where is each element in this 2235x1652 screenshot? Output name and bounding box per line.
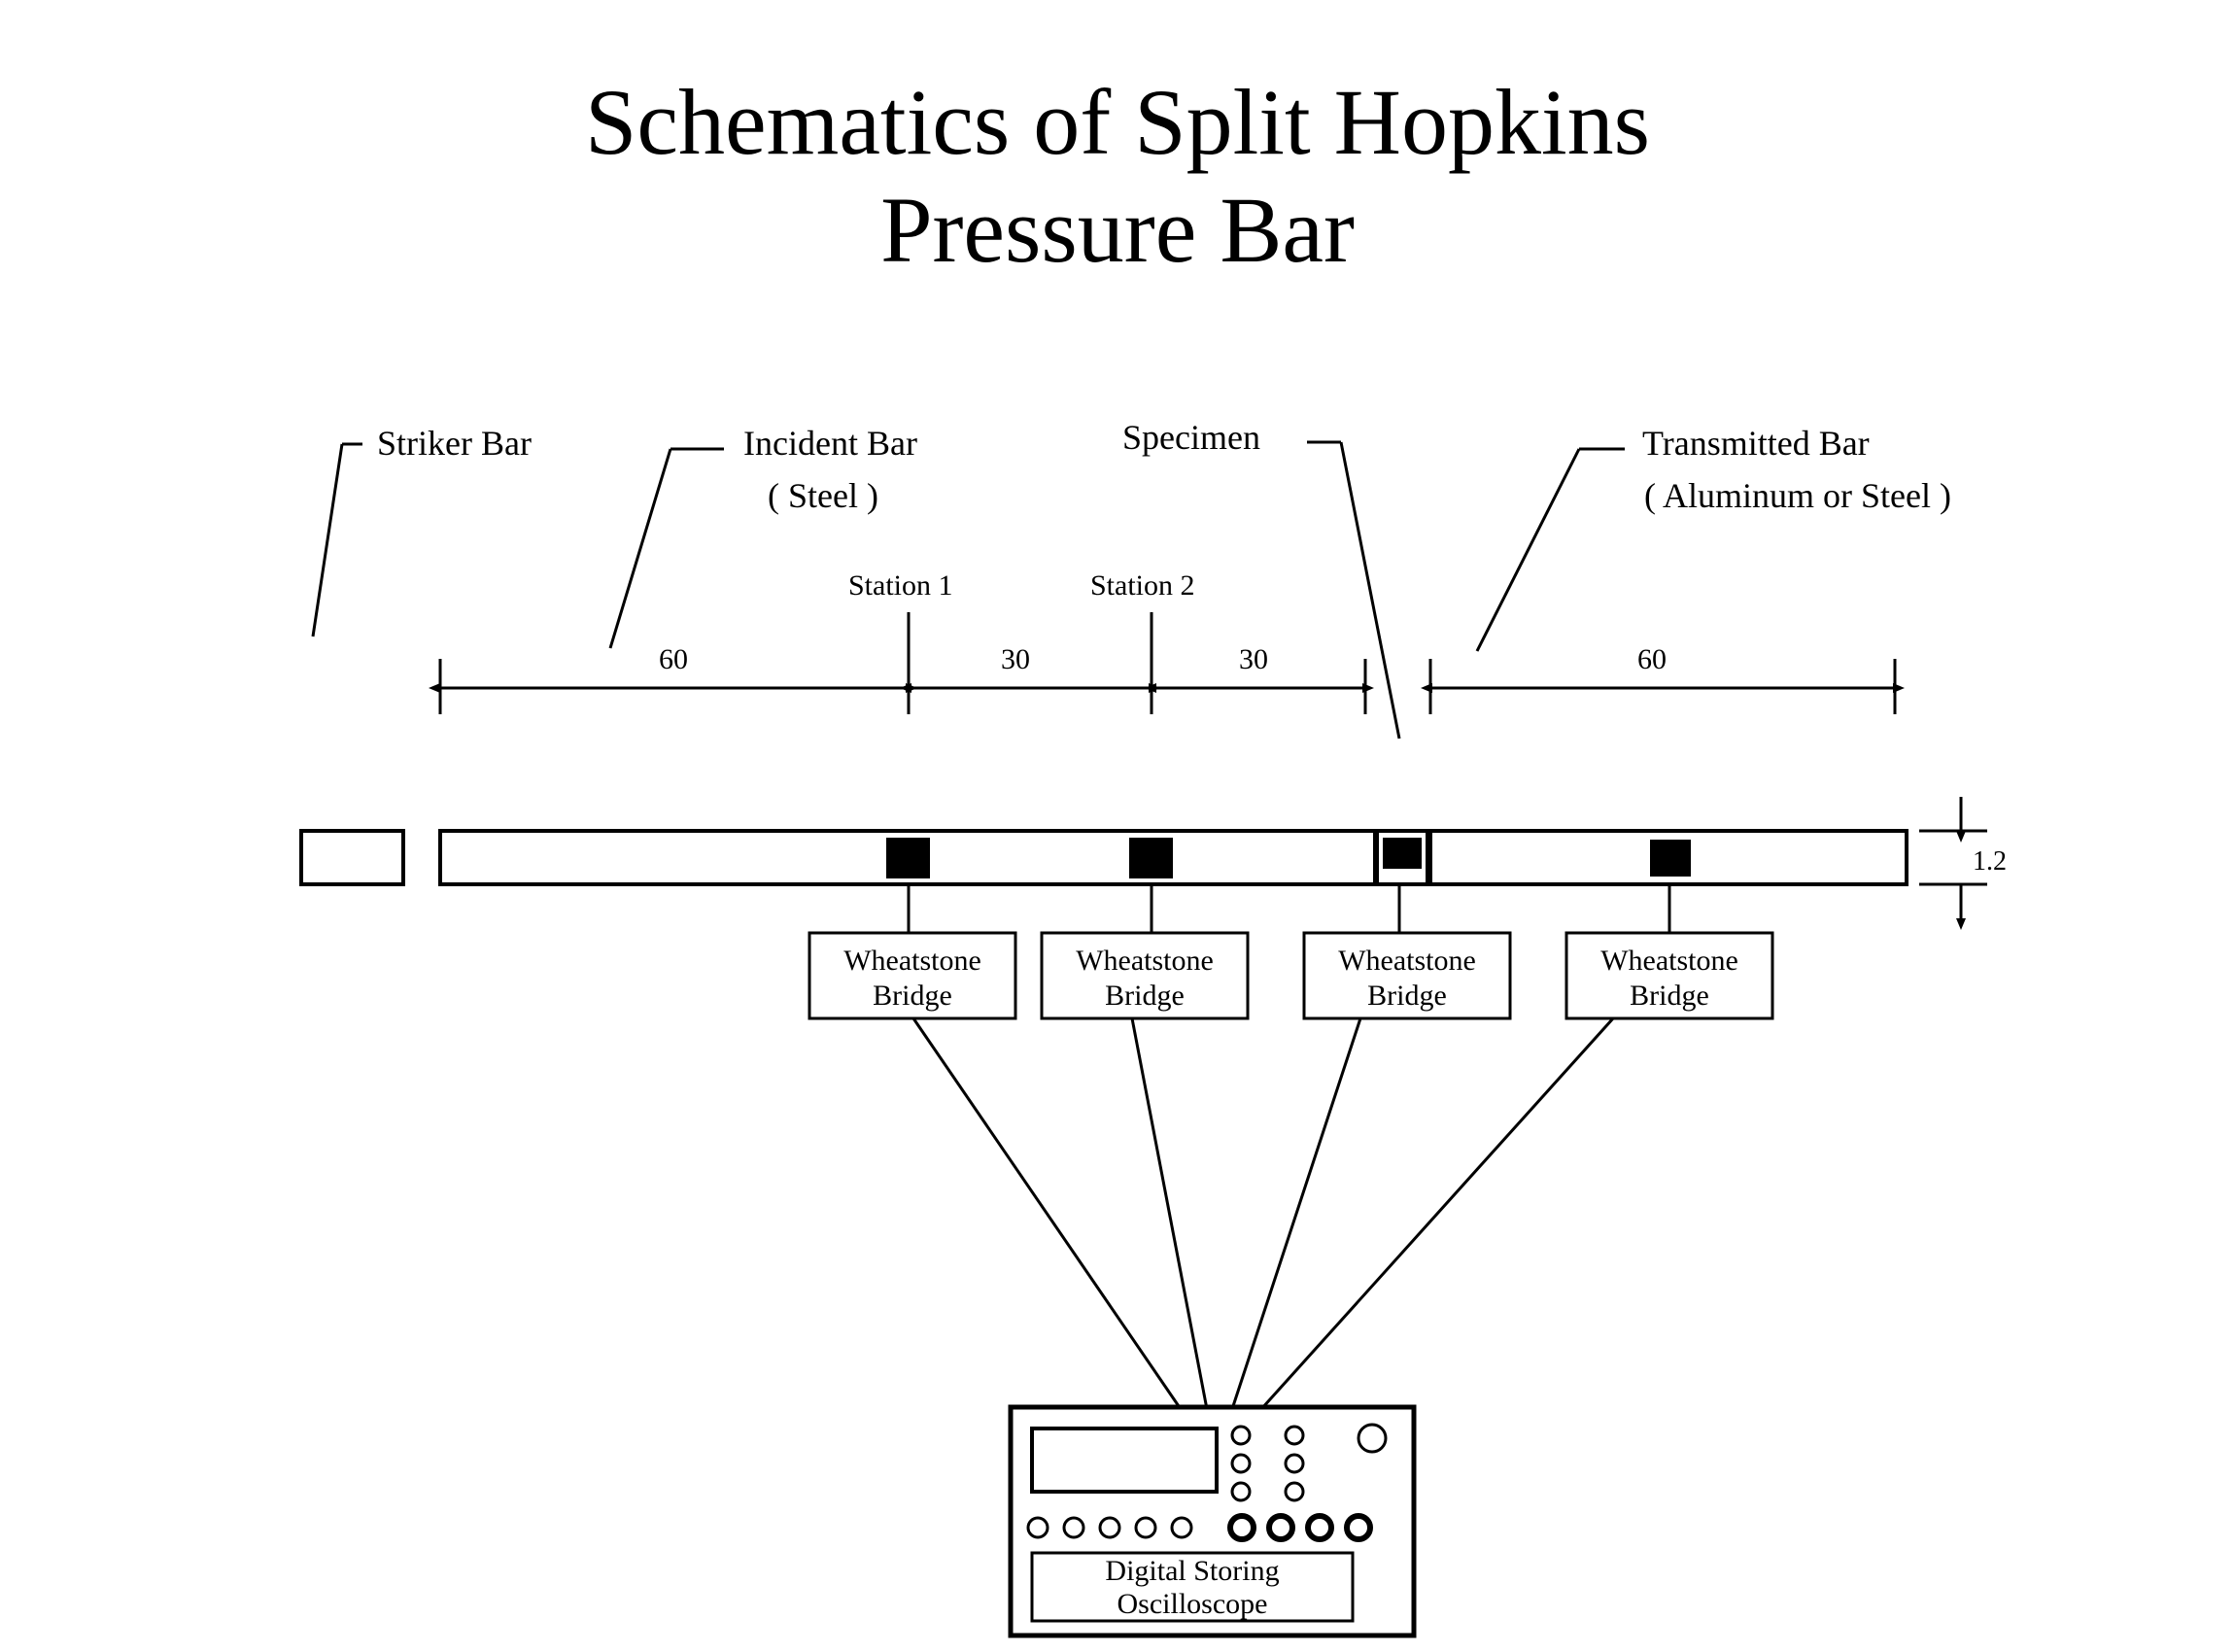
signal-line-2 bbox=[1132, 1018, 1207, 1409]
label-specimen: Specimen bbox=[1122, 418, 1260, 457]
dimension-thickness: 1.2 bbox=[1973, 846, 2007, 877]
label-incident-bar: Incident Bar bbox=[743, 424, 917, 463]
oscilloscope-label-line1: Digital Storing bbox=[1105, 1555, 1280, 1587]
wheatstone-bridge-1-line1: Wheatstone bbox=[843, 945, 981, 977]
title-line-2: Pressure Bar bbox=[880, 178, 1355, 283]
label-station-2: Station 2 bbox=[1090, 569, 1195, 602]
strain-gauge-2 bbox=[1129, 838, 1173, 878]
oscilloscope-screen bbox=[1032, 1428, 1217, 1492]
strain-gauge-3 bbox=[1650, 840, 1691, 877]
wheatstone-bridge-4 bbox=[1566, 933, 1772, 1018]
dimension-60-right: 60 bbox=[1637, 643, 1667, 675]
wheatstone-bridge-3-line1: Wheatstone bbox=[1338, 945, 1476, 977]
signal-line-1 bbox=[913, 1018, 1181, 1409]
label-striker-bar: Striker Bar bbox=[377, 424, 532, 463]
digital-storing-oscilloscope bbox=[1011, 1407, 1414, 1635]
specimen-gauge bbox=[1383, 838, 1422, 869]
wheatstone-bridge-2-line1: Wheatstone bbox=[1076, 945, 1214, 977]
wheatstone-bridge-4-line2: Bridge bbox=[1630, 980, 1709, 1012]
label-incident-bar-material: ( Steel ) bbox=[768, 476, 878, 515]
wheatstone-bridge-4-line1: Wheatstone bbox=[1600, 945, 1738, 977]
label-transmitted-bar: Transmitted Bar bbox=[1642, 424, 1870, 463]
dimension-30-a: 30 bbox=[1001, 643, 1030, 675]
strain-gauge-1 bbox=[886, 838, 930, 878]
dimension-30-b: 30 bbox=[1239, 643, 1268, 675]
title-line-1: Schematics of Split Hopkins bbox=[585, 70, 1650, 174]
page-title bbox=[146, 68, 2089, 285]
wheatstone-bridge-2 bbox=[1042, 933, 1248, 1018]
label-transmitted-bar-material: ( Aluminum or Steel ) bbox=[1644, 476, 1951, 515]
wheatstone-bridge-3 bbox=[1304, 933, 1510, 1018]
signal-line-4 bbox=[1261, 1018, 1613, 1409]
oscilloscope-label-line2: Oscilloscope bbox=[1117, 1588, 1268, 1620]
striker-bar bbox=[301, 831, 403, 884]
wheatstone-bridge-1 bbox=[809, 933, 1015, 1018]
label-station-1: Station 1 bbox=[848, 569, 953, 602]
wheatstone-bridge-3-line2: Bridge bbox=[1367, 980, 1447, 1012]
wheatstone-bridge-2-line2: Bridge bbox=[1105, 980, 1185, 1012]
dimension-60-left: 60 bbox=[659, 643, 688, 675]
shpb-schematic-figure bbox=[0, 418, 2235, 1620]
signal-line-3 bbox=[1232, 1018, 1360, 1409]
wheatstone-bridge-1-line2: Bridge bbox=[873, 980, 952, 1012]
